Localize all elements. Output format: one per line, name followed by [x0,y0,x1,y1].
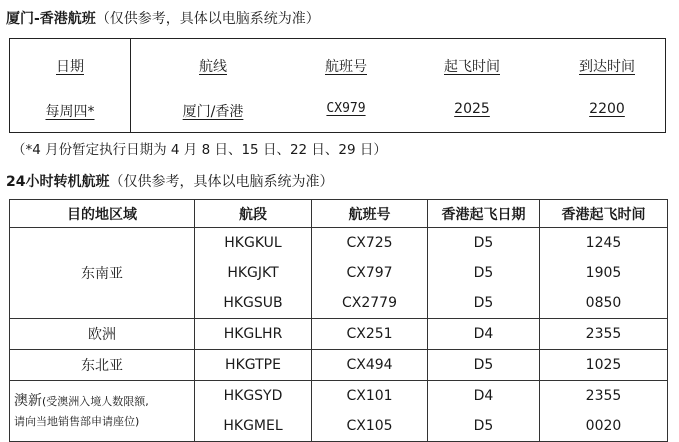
xiamen-hongkong-flight-table [9,38,666,133]
region-cell: 欧洲 [10,319,195,350]
time-cell [540,381,668,442]
time-value: 1245 [585,235,622,251]
time-value: 0020 [585,418,622,434]
flight-cell [312,381,428,442]
day-value: D5 [473,235,494,251]
time-value: 2355 [585,388,622,404]
day-value: D5 [473,418,494,434]
region-note: 请向当地销售部申请座位) [14,414,140,428]
footnote: （*4 月份暂定执行日期为 4 月 8 日、15 日、22 日、29 日） [12,142,387,158]
region-cell: 东南亚 [10,228,195,319]
section1-title-main: 厦门-香港航班 [6,11,96,27]
segment-value: HKGSUB [223,295,283,311]
value-route: 厦门/香港 [182,104,244,120]
day-cell: D4 [428,319,540,350]
section1-title-note: （仅供参考，具体以电脑系统为准） [95,11,320,27]
flight-value: CX105 [346,418,393,434]
time-value: 0850 [585,295,622,311]
segment-value: HKGJKT [227,265,279,281]
segment-cell [195,228,312,319]
flight-cell [312,228,428,319]
header-hk-departure-time: 香港起飞时间 [540,200,668,228]
value-departure-time: 2025 [454,101,490,117]
value-arrival-time: 2200 [589,101,625,117]
day-cell [428,381,540,442]
header-flight-number: 航班号 [325,59,367,75]
day-cell [428,228,540,319]
flight-value: CX725 [346,235,393,251]
header-region: 目的地区域 [10,200,195,228]
day-value: D5 [473,295,494,311]
table-divider [130,39,131,132]
table-header-row [10,200,668,228]
value-flight-number: CX979 [326,101,366,116]
header-segment: 航段 [195,200,312,228]
segment-cell: HKGTPE [195,350,312,381]
header-route: 航线 [199,59,227,75]
flight-value: CX101 [346,388,393,404]
region-name: 澳新 [14,392,42,409]
region-note: (受澳洲入境人数限额, [42,394,149,408]
time-cell [540,228,668,319]
transfer-flight-table [9,199,668,442]
header-hk-departure-day: 香港起飞日期 [428,200,540,228]
section2-title-main: 24小时转机航班 [6,174,110,190]
segment-value: HKGSYD [223,388,283,404]
flight-value: CX2779 [342,295,397,311]
flight-value: CX797 [346,265,393,281]
header-departure-time: 起飞时间 [444,59,500,75]
segment-value: HKGMEL [223,418,283,434]
day-value: D5 [473,265,494,281]
region-cell [10,381,195,442]
section1-title [6,8,320,28]
time-value: 1905 [585,265,622,281]
day-value: D4 [473,388,494,404]
day-cell: D5 [428,350,540,381]
segment-value: HKGKUL [224,235,282,251]
time-cell: 1025 [540,350,668,381]
flight-cell: CX494 [312,350,428,381]
segment-cell: HKGLHR [195,319,312,350]
header-date: 日期 [56,59,84,75]
region-cell: 东北亚 [10,350,195,381]
segment-cell [195,381,312,442]
header-flight-number: 航班号 [312,200,428,228]
value-date: 每周四* [45,104,95,120]
table-row [10,381,668,442]
header-arrival-time: 到达时间 [579,59,635,75]
time-cell: 2355 [540,319,668,350]
table-row [10,319,668,350]
table-row [10,350,668,381]
flight-cell: CX251 [312,319,428,350]
section2-title-note: （仅供参考，具体以电脑系统为准） [109,174,334,190]
table-row [10,228,668,319]
section2-title [6,171,333,191]
